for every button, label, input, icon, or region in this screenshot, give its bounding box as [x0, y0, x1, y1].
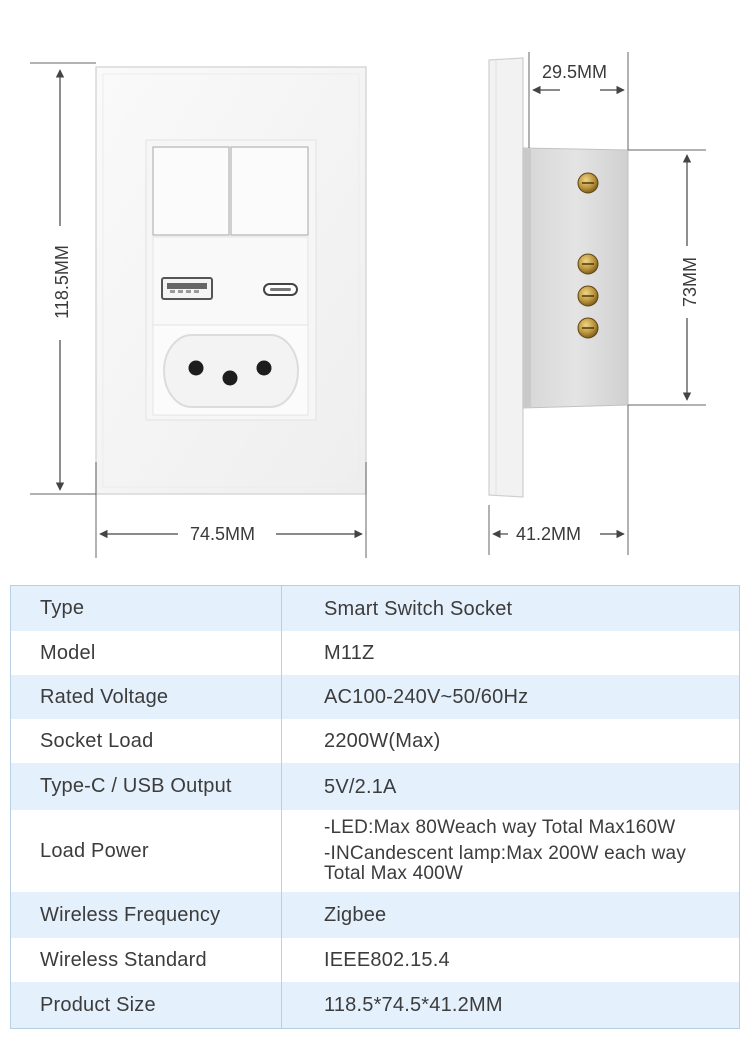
switch-key-left: [153, 147, 229, 235]
spec-label: Rated Voltage: [40, 685, 169, 708]
table-row: [11, 892, 739, 938]
spec-value: 2200W(Max): [281, 719, 739, 763]
spec-value: Smart Switch Socket: [281, 586, 739, 631]
front-view: [30, 63, 366, 558]
usb-a-port-icon: [162, 278, 212, 299]
brazil-outlet-icon: [164, 335, 298, 407]
spec-label: Model: [40, 641, 96, 664]
table-row: [11, 675, 739, 719]
side-depth-bottom-label: 41.2MM: [512, 524, 585, 544]
spec-value: IEEE802.15.4: [281, 938, 739, 982]
spec-label: Product Size: [40, 993, 156, 1016]
table-row: [11, 938, 739, 982]
spec-label: Wireless Standard: [40, 948, 207, 971]
spec-label: Type-C / USB Output: [40, 775, 232, 797]
spec-value: AC100-240V~50/60Hz: [281, 675, 739, 719]
usb-c-port-icon: [264, 284, 297, 295]
spec-value: Zigbee: [281, 892, 739, 938]
side-view: [489, 52, 706, 555]
switch-key-right: [231, 147, 308, 235]
side-body-height-label: 73MM: [680, 248, 700, 316]
spec-label: Type: [40, 597, 85, 619]
spec-table: [10, 585, 740, 1029]
side-depth-top-label: 29.5MM: [538, 62, 611, 82]
spec-value: M11Z: [281, 631, 739, 675]
spec-value: 5V/2.1A: [281, 763, 739, 810]
spec-value: -LED:Max 80Weach way Total Max160W -INCandescent lamp:Max 200W each way Total Max 400W: [281, 810, 739, 892]
table-row: [11, 763, 739, 810]
table-row: [11, 982, 739, 1028]
table-row: [11, 719, 739, 763]
front-width-label: 74.5MM: [186, 524, 259, 544]
spec-value: 118.5*74.5*41.2MM: [281, 982, 739, 1028]
table-row: [11, 631, 739, 675]
spec-label: Load Power: [40, 839, 149, 862]
front-height-label: 118.5MM: [52, 240, 72, 324]
spec-label: Wireless Frequency: [40, 903, 221, 926]
table-row: [11, 586, 739, 631]
table-row: [11, 810, 739, 892]
spec-label: Socket Load: [40, 729, 154, 752]
